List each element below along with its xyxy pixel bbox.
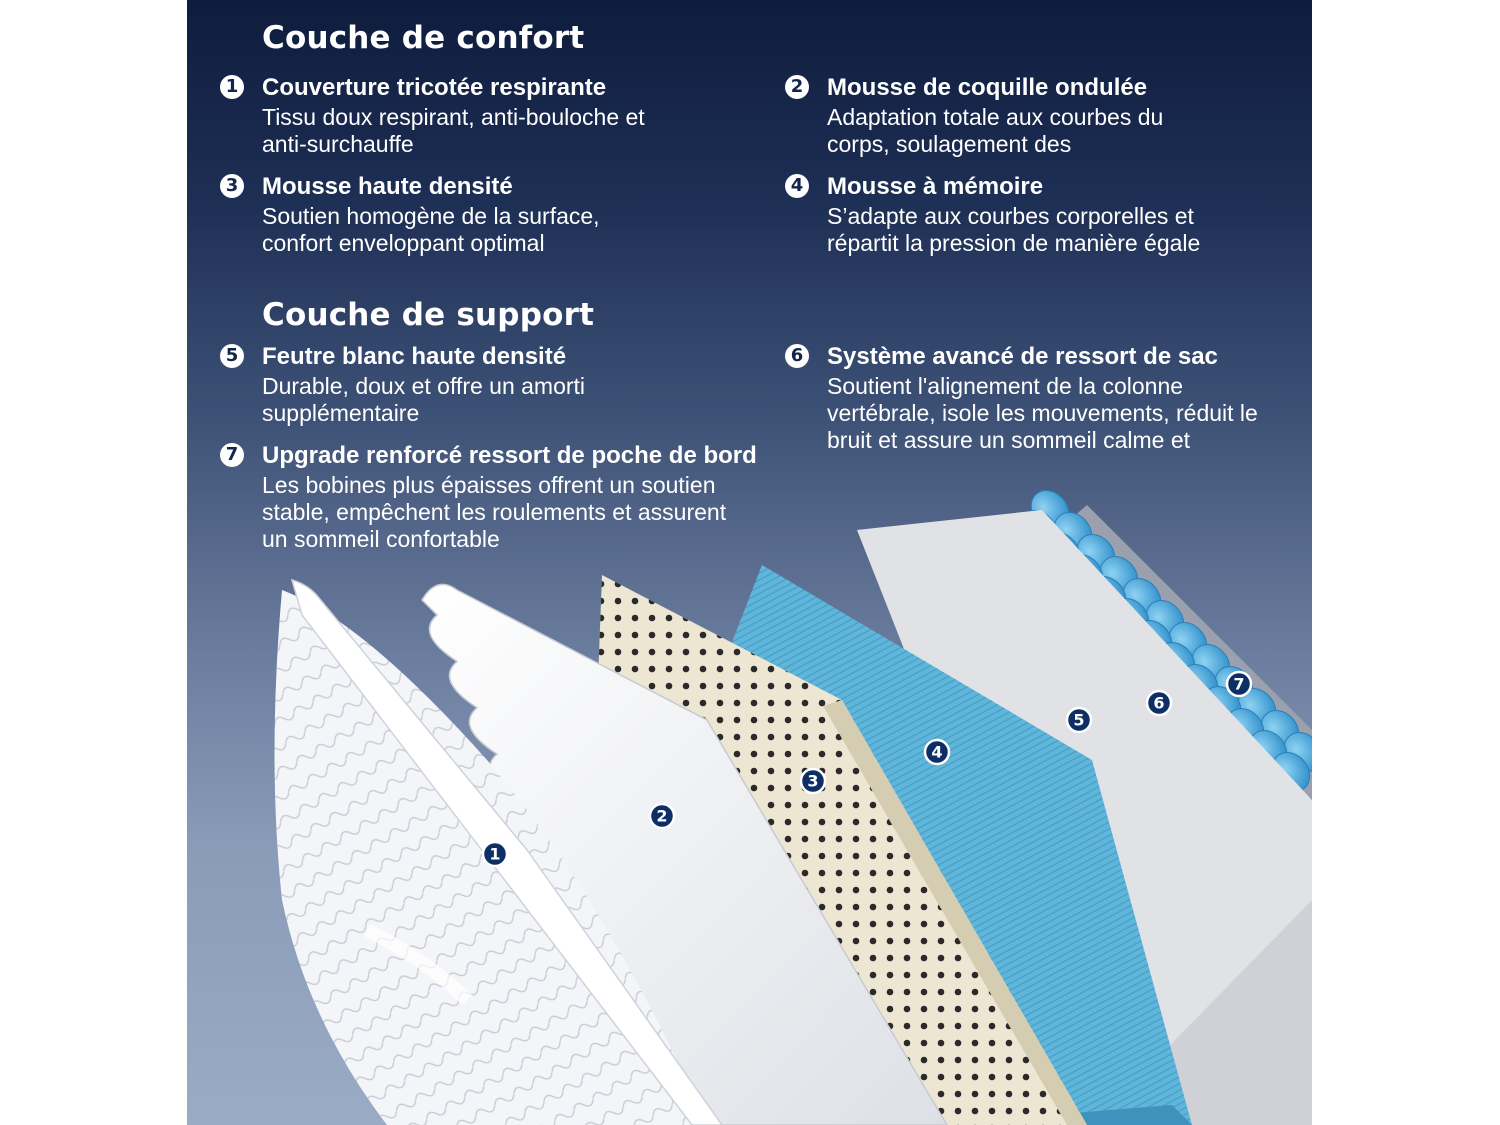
feature-description: Soutient l'alignement de la colonne vertébrale, isole les mouvements, réduit le bruit et assure un sommeil calme et xyxy=(827,373,1258,453)
feature-title: Couverture tricotée respirante xyxy=(262,74,607,101)
layer-marker-4 xyxy=(925,740,949,764)
svg-text:7: 7 xyxy=(1233,674,1245,694)
feature-description: Tissu doux respirant, anti-bouloche et anti-surchauffe xyxy=(262,104,645,157)
layer-marker-5 xyxy=(1067,708,1091,732)
numbered-circle-icon: 3 xyxy=(220,174,244,198)
support-layer-heading: Couche de support xyxy=(262,297,595,333)
product-infographic xyxy=(187,0,1312,1125)
feature-title: Upgrade renforcé ressort de poche de bord xyxy=(262,442,757,469)
feature-description: Durable, doux et offre un amorti supplémentaire xyxy=(262,373,586,426)
layer-marker-2 xyxy=(650,804,674,828)
numbered-circle-icon: 2 xyxy=(785,75,809,99)
comfort-layer-heading: Couche de confort xyxy=(262,20,585,56)
feature-description: Soutien homogène de la surface, confort enveloppant optimal xyxy=(262,203,600,256)
svg-text:2: 2 xyxy=(656,806,668,826)
feature-title: Mousse à mémoire xyxy=(827,173,1044,200)
mattress-layers-illustration xyxy=(187,0,1312,1125)
numbered-circle-icon: 5 xyxy=(220,344,244,368)
feature-description: Adaptation totale aux courbes du corps, soulagement des xyxy=(827,104,1164,157)
feature-title: Mousse haute densité xyxy=(262,173,513,200)
svg-text:1: 1 xyxy=(489,844,501,864)
layer-marker-1 xyxy=(483,842,507,866)
svg-text:4: 4 xyxy=(931,742,943,762)
layer-marker-3 xyxy=(801,769,825,793)
svg-text:6: 6 xyxy=(1153,693,1165,713)
numbered-circle-icon: 7 xyxy=(220,443,244,467)
feature-edge-support-springs xyxy=(225,441,757,553)
feature-egg-crate-foam xyxy=(790,73,1207,158)
feature-knitted-cover xyxy=(225,73,692,158)
feature-pocket-spring-system xyxy=(790,342,1297,454)
feature-white-felt xyxy=(225,342,642,427)
svg-text:5: 5 xyxy=(1073,710,1085,730)
layer-marker-6 xyxy=(1147,691,1171,715)
numbered-circle-icon: 4 xyxy=(785,174,809,198)
feature-title: Feutre blanc haute densité xyxy=(262,343,567,370)
numbered-circle-icon: 1 xyxy=(220,75,244,99)
layer-marker-7 xyxy=(1227,672,1251,696)
feature-memory-foam xyxy=(790,172,1247,257)
feature-title: Système avancé de ressort de sac xyxy=(827,343,1218,370)
svg-text:3: 3 xyxy=(807,771,819,791)
feature-description: S’adapte aux courbes corporelles et répartit la pression de manière égale xyxy=(827,203,1201,256)
numbered-circle-icon: 6 xyxy=(785,344,809,368)
feature-title: Mousse de coquille ondulée xyxy=(827,74,1148,101)
feature-high-density-foam xyxy=(225,172,642,257)
feature-description: Les bobines plus épaisses offrent un soutien stable, empêchent les roulements et assurent un sommeil confortable xyxy=(262,472,727,552)
